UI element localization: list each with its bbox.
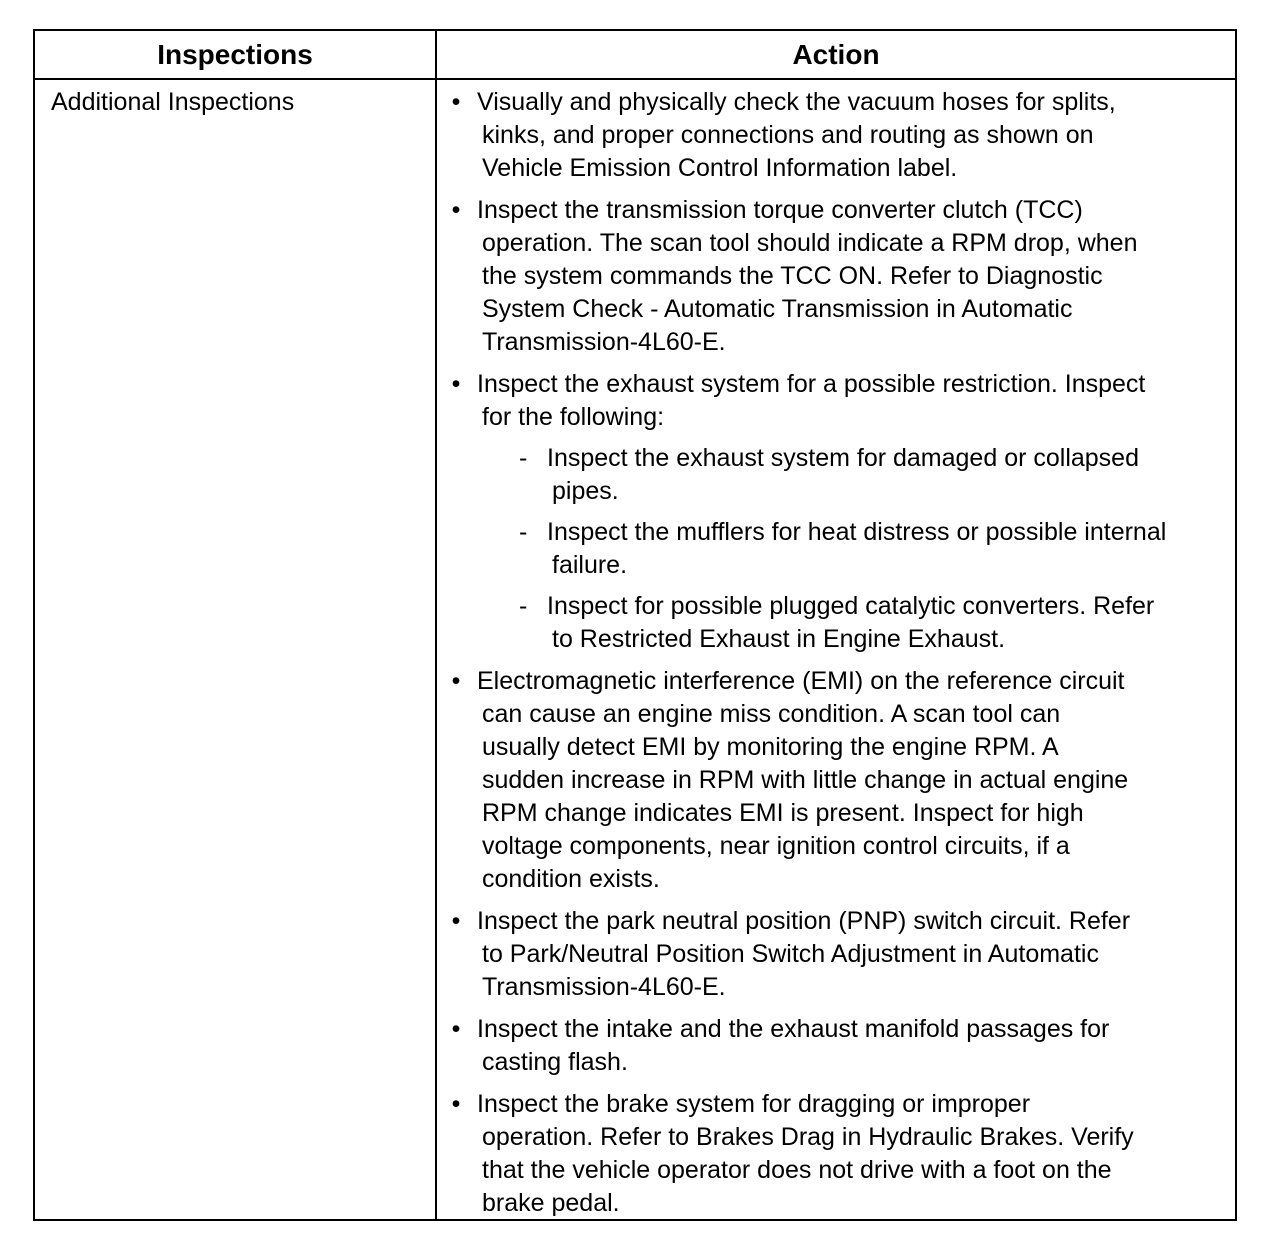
- bullet-icon: •: [451, 196, 461, 224]
- action-text-line: sudden increase in RPM with little change in actual engine: [482, 766, 1129, 794]
- action-item: [447, 1013, 1227, 1079]
- action-text-line: condition exists.: [482, 865, 660, 893]
- subitem-text-line: pipes.: [552, 477, 619, 505]
- subitem-text-line: Inspect the exhaust system for damaged or collapsed: [547, 444, 1139, 472]
- action-text-line: can cause an engine miss condition. A scan tool can: [482, 700, 1061, 728]
- subitem-text-line: to Restricted Exhaust in Engine Exhaust.: [552, 625, 1006, 653]
- action-item: [447, 905, 1227, 1004]
- action-item: [447, 665, 1227, 896]
- action-subitem: [477, 516, 1227, 582]
- action-subitem: [477, 442, 1227, 508]
- action-text-line: for the following:: [482, 403, 665, 431]
- inspection-label: Additional Inspections: [51, 88, 295, 116]
- action-text-line: voltage components, near ignition control circuits, if a: [482, 832, 1070, 860]
- header-action: Action: [792, 39, 880, 70]
- action-text-line: Transmission-4L60-E.: [482, 328, 726, 356]
- action-text-line: Transmission-4L60-E.: [482, 973, 726, 1001]
- action-list: [447, 86, 1227, 1229]
- action-text-line: operation. Refer to Brakes Drag in Hydraulic Brakes. Verify: [482, 1123, 1134, 1151]
- bullet-icon: •: [451, 667, 461, 695]
- bullet-icon: •: [451, 1015, 461, 1043]
- action-text-line: casting flash.: [482, 1048, 628, 1076]
- action-item: [447, 194, 1227, 359]
- action-subitem: [477, 590, 1227, 656]
- action-text-line: the system commands the TCC ON. Refer to Diagnostic: [482, 262, 1103, 290]
- bullet-icon: •: [451, 370, 461, 398]
- action-text-line: Inspect the park neutral position (PNP) switch circuit. Refer: [477, 907, 1131, 935]
- action-text-line: Inspect the exhaust system for a possible restriction. Inspect: [477, 370, 1146, 398]
- action-item: [447, 86, 1227, 185]
- action-text-line: Vehicle Emission Control Information label.: [482, 154, 958, 182]
- action-text-line: Inspect the transmission torque converter clutch (TCC): [477, 196, 1083, 224]
- bullet-icon: •: [451, 88, 461, 116]
- column-divider: [435, 31, 437, 1219]
- action-text-line: brake pedal.: [482, 1189, 620, 1217]
- inspection-table: [33, 29, 1237, 1221]
- action-text-line: that the vehicle operator does not drive with a foot on the: [482, 1156, 1112, 1184]
- subitem-text-line: failure.: [552, 551, 628, 579]
- bullet-icon: •: [451, 1090, 461, 1118]
- dash-icon: -: [519, 518, 528, 546]
- bullet-icon: •: [451, 907, 461, 935]
- action-text-line: System Check - Automatic Transmission in Automatic: [482, 295, 1073, 323]
- action-text-line: Visually and physically check the vacuum hoses for splits,: [477, 88, 1116, 116]
- action-text-line: operation. The scan tool should indicate a RPM drop, when: [482, 229, 1138, 257]
- action-text-line: Electromagnetic interference (EMI) on the reference circuit: [477, 667, 1125, 695]
- action-text-line: RPM change indicates EMI is present. Inspect for high: [482, 799, 1084, 827]
- action-item: [447, 1088, 1227, 1220]
- header-inspections: Inspections: [157, 39, 313, 70]
- action-text-line: usually detect EMI by monitoring the engine RPM. A: [482, 733, 1059, 761]
- action-text-line: Inspect the brake system for dragging or improper: [477, 1090, 1031, 1118]
- dash-icon: -: [519, 444, 528, 472]
- subitem-text-line: Inspect the mufflers for heat distress or possible internal: [547, 518, 1167, 546]
- action-item: [447, 368, 1227, 656]
- action-text-line: to Park/Neutral Position Switch Adjustment in Automatic: [482, 940, 1099, 968]
- table-header-row: [35, 31, 1235, 80]
- dash-icon: -: [519, 592, 528, 620]
- action-text-line: kinks, and proper connections and routing as shown on: [482, 121, 1094, 149]
- subitem-text-line: Inspect for possible plugged catalytic converters. Refer: [547, 592, 1155, 620]
- action-text-line: Inspect the intake and the exhaust manifold passages for: [477, 1015, 1110, 1043]
